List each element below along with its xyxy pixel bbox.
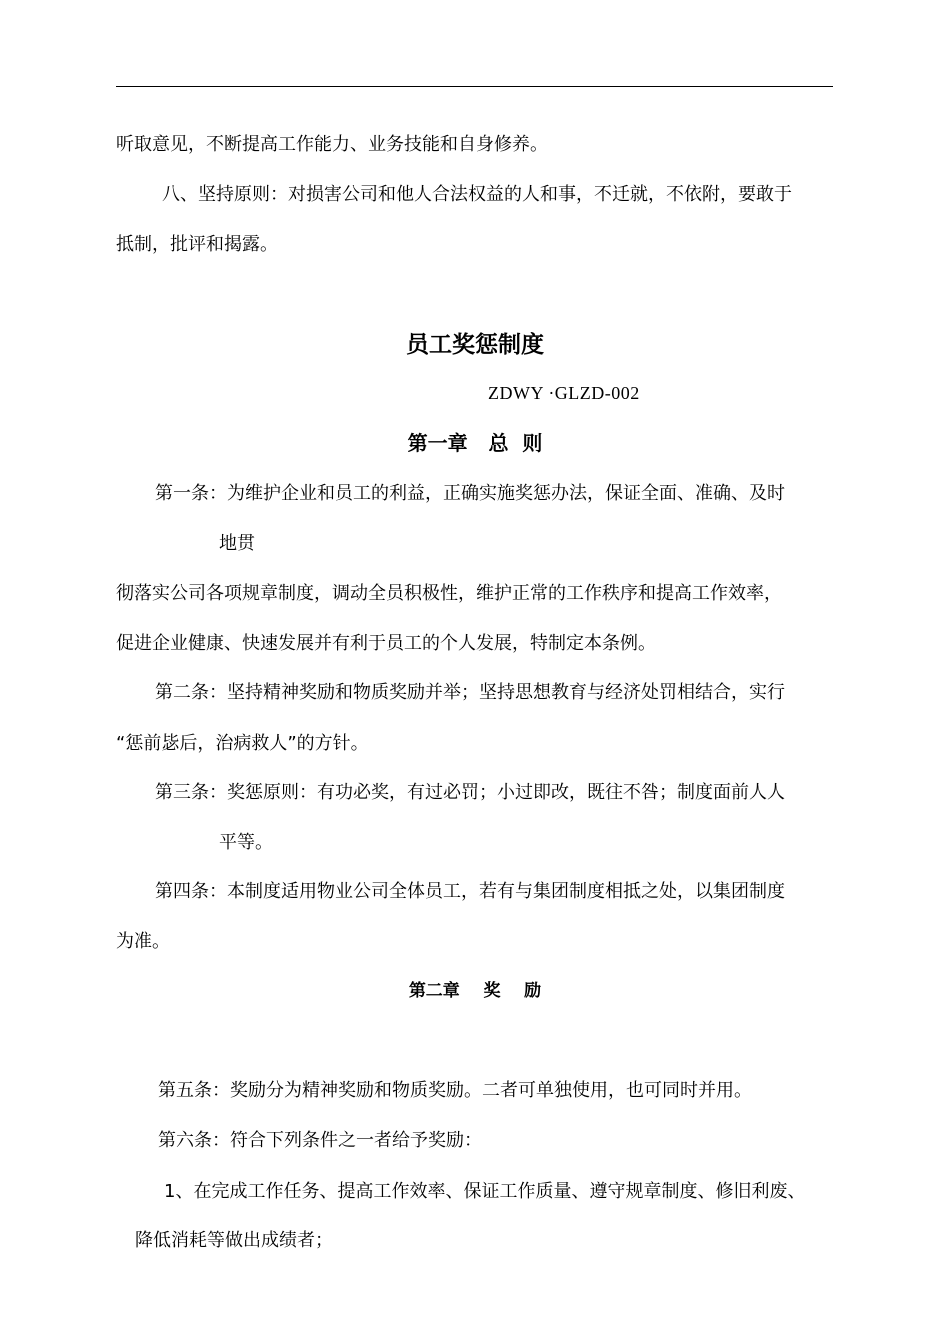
article-1-line: 第一条：为维护企业和员工的利益，正确实施奖惩办法，保证全面、准确、及时 [155, 483, 785, 504]
article-3-line: 第三条：奖惩原则：有功必奖，有过必罚；小过即改，既往不咎；制度面前人人 [155, 782, 785, 803]
chapter-heading: 第一章 总 则 [407, 431, 543, 455]
article-2-line: “惩前毖后，治病救人”的方针。 [116, 733, 369, 754]
article-5-line: 第五条：奖励分为精神奖励和物质奖励。二者可单独使用，也可同时并用。 [158, 1080, 752, 1101]
document-code: ZDWY ·GLZD-002 [488, 383, 640, 403]
list-item-line: 1、在完成工作任务、提高工作效率、保证工作质量、遵守规章制度、修旧利废、 [164, 1181, 806, 1202]
header-rule [116, 86, 833, 87]
article-4-line: 为准。 [116, 931, 170, 952]
article-6-line: 第六条：符合下列条件之一者给予奖励： [158, 1130, 482, 1151]
paragraph-line: 八、坚持原则：对损害公司和他人合法权益的人和事，不迁就，不依附，要敢于 [162, 184, 792, 205]
article-2-line: 第二条：坚持精神奖励和物质奖励并举；坚持思想教育与经济处罚相结合，实行 [155, 682, 785, 703]
document-title: 员工奖惩制度 [406, 332, 544, 358]
article-4-line: 第四条：本制度适用物业公司全体员工，若有与集团制度相抵之处，以集团制度 [155, 881, 785, 902]
article-1-line: 促进企业健康、快速发展并有利于员工的个人发展，特制定本条例。 [116, 633, 656, 654]
article-3-line: 平等。 [219, 832, 273, 853]
list-item-line: 降低消耗等做出成绩者； [135, 1230, 333, 1251]
chapter-heading: 第二章 奖 励 [408, 981, 542, 1001]
article-1-line: 彻落实公司各项规章制度，调动全员积极性，维护正常的工作秩序和提高工作效率， [116, 583, 782, 604]
paragraph-line: 听取意见，不断提高工作能力、业务技能和自身修养。 [116, 134, 548, 155]
paragraph-line: 抵制，批评和揭露。 [116, 234, 278, 255]
article-1-line: 地贯 [219, 533, 255, 554]
